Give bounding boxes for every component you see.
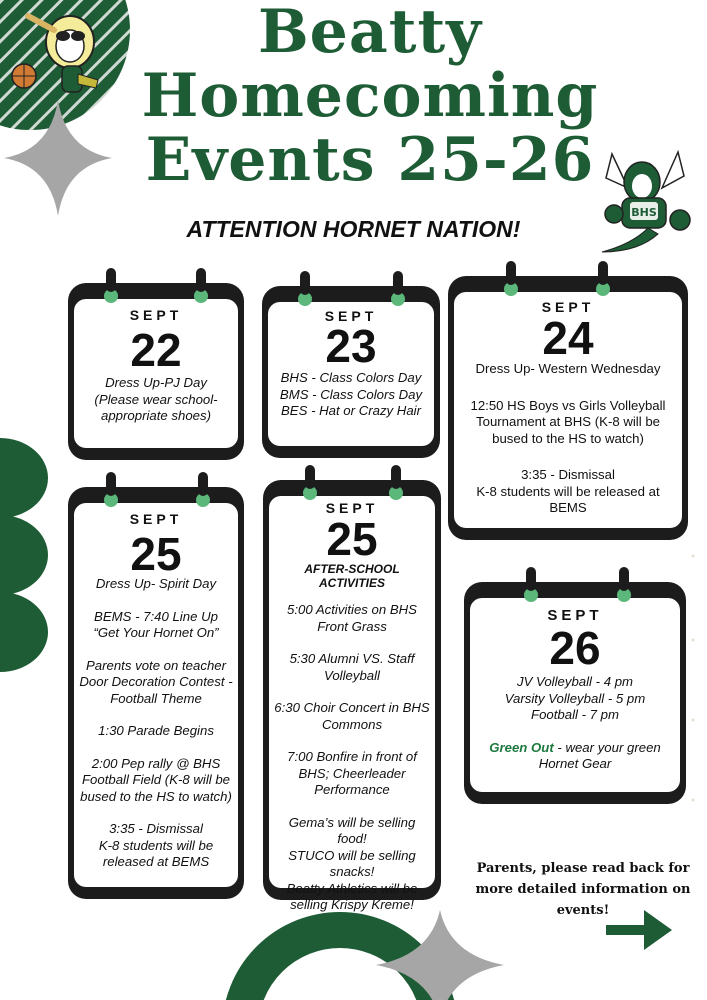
binder-ring [526,567,536,591]
green-out-rest: - wear your green Hornet Gear [538,739,661,771]
page-title [110,0,630,195]
card-line: Gema’s will be selling food! [288,814,416,846]
green-out-note [474,740,676,773]
binder-ring [106,472,116,496]
card-line: 2:00 Pep rally @ BHS Football Field (K-8 will be bused to the HS to watch) [80,755,232,804]
green-blob-2 [0,515,48,595]
right-arrow-icon [606,908,674,952]
card-line: 1:30 Parade Begins [98,723,214,738]
card-line: Parents vote on teacher Door Decoration Contest - Football Theme [79,657,233,706]
mascot-badge-text: BHS [631,206,657,219]
card-day: 22 [130,324,182,376]
card-line: BES - Hat or Crazy Hair [281,403,421,418]
card-day: 25 [326,513,378,565]
card-line: BEMS - 7:40 Line Up [94,608,218,624]
card-line: (Please wear school- [94,391,218,407]
binder-ring [393,271,403,295]
binder-ring [598,261,608,285]
card-day: 25 [130,528,182,580]
card-line: Dress Up-PJ Day [105,375,207,390]
green-out-label: Green Out [489,739,554,755]
card-line: Football - 7 pm [531,707,619,722]
card-line: 5:30 Alumni VS. Staff Volleyball [289,651,415,683]
card-line: Varsity Volleyball - 5 pm [504,690,646,706]
card-line: Dress Up- Western Wednesday [475,361,661,376]
calendar-card-sept-25-day [68,487,244,899]
card-day: 26 [549,622,601,674]
title-line-2: Homecoming [141,61,599,131]
card-line: “Get Your Hornet On” [93,625,219,640]
card-line: 3:35 - Dismissal [521,467,615,482]
card-month: SEPT [325,500,379,516]
hornet-mascot-basketball [8,4,118,108]
attention-heading: ATTENTION HORNET NATION! [186,216,521,242]
binder-ring [305,465,315,489]
card-line: STUCO will be selling snacks! [288,847,416,879]
binder-ring [300,271,310,295]
card-line: 12:50 HS Boys vs Girls Volleyball Tournament at BHS (K-8 will be bused to the HS to watch) [470,397,666,446]
calendar-card-sept-25-after-school [263,480,441,912]
card-line: Dress Up- Spirit Day [95,576,217,591]
card-line: 6:30 Choir Concert in BHS Commons [274,700,430,732]
binder-ring [391,465,401,489]
card-line: K-8 students will be released at BEMS [476,483,660,515]
calendar-card-sept-24 [448,276,688,540]
card-line: BHS - Class Colors Day [280,370,422,385]
card-line: BMS - Class Colors Day [279,386,423,402]
binder-ring [619,567,629,591]
title-line-3: Events 25-26 [145,125,595,195]
after-school-subtitle: AFTER-SCHOOL ACTIVITIES [304,562,400,590]
card-day: 24 [542,312,594,364]
calendar-card-sept-26 [464,582,686,804]
card-line: 3:35 - Dismissal [109,821,203,836]
title-line-1: Beatty [257,0,483,67]
parents-note: Parents, please read back for more detailed information on events! [475,861,691,918]
card-month: SEPT [129,307,183,323]
card-line: appropriate shoes) [101,408,211,423]
card-month: SEPT [129,511,183,527]
card-line: Beatty Athletics will be selling Krispy Kreme! [286,880,418,912]
card-month: SEPT [541,299,595,315]
green-blob-1 [0,438,48,518]
card-month: SEPT [547,607,603,624]
card-line: 7:00 Bonfire in front of BHS; Cheerleader Performance [287,749,417,797]
calendar-card-sept-23 [262,286,440,458]
card-day: 23 [325,320,377,372]
card-line: JV Volleyball - 4 pm [516,674,634,689]
calendar-card-sept-22 [68,283,244,460]
green-blob-3 [0,592,48,672]
binder-ring [198,472,208,496]
card-line: K-8 students will be released at BEMS [98,837,214,869]
binder-ring [196,268,206,292]
card-line: 5:00 Activities on BHS Front Grass [287,602,417,634]
binder-ring [506,261,516,285]
binder-ring [106,268,116,292]
card-month: SEPT [324,308,378,324]
